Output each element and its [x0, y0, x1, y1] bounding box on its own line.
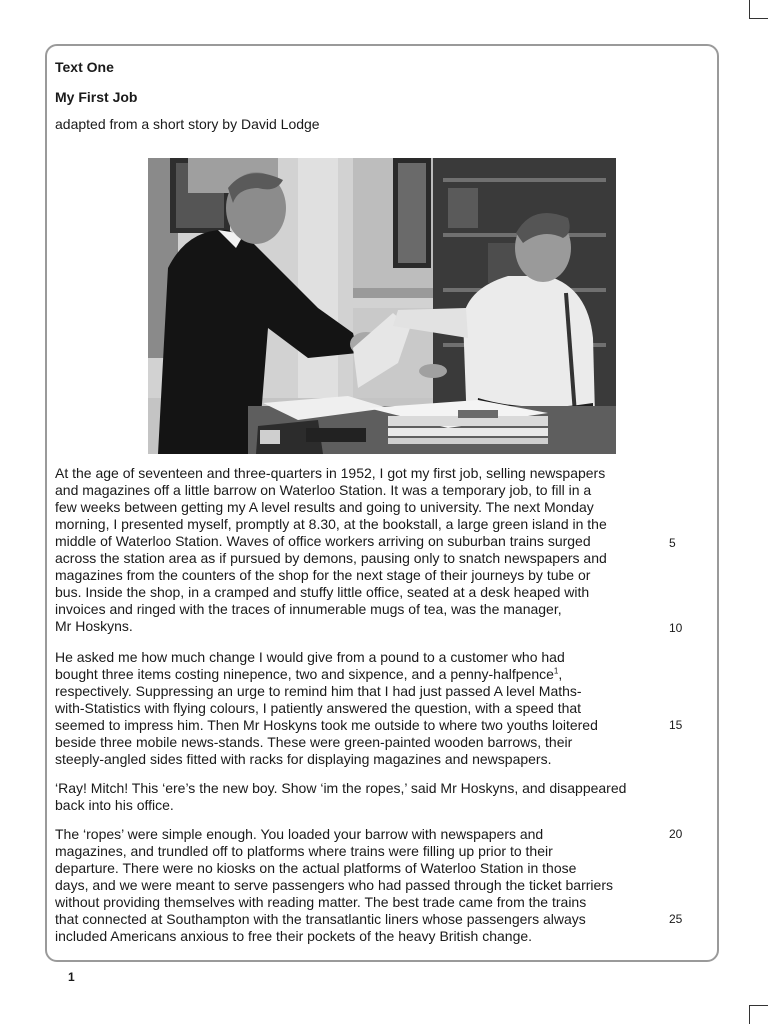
- text-line: departure. There were no kiosks on the actual platforms of Waterloo Station in those: [55, 860, 577, 876]
- paragraph-3: [55, 780, 645, 814]
- footnote-marker: 1: [553, 666, 559, 676]
- text-line: He asked me how much change I would give from a pound to a customer who had: [55, 649, 565, 665]
- text-line: bought three items costing ninepence, two and sixpence, and a penny-halfpence: [55, 666, 554, 682]
- text-line: across the station area as if pursued by demons, pausing only to snatch newspapers and: [55, 550, 607, 566]
- story-title: My First Job: [55, 89, 138, 105]
- text-line: At the age of seventeen and three-quarters in 1952, I got my first job, selling newspapers: [55, 465, 606, 481]
- text-label: Text One: [55, 59, 114, 75]
- crop-mark-bottom-right-v: [749, 1005, 750, 1024]
- text-line: days, and we were meant to serve passengers who had passed through the ticket barriers: [55, 877, 613, 893]
- text-line: seemed to impress him. Then Mr Hoskyns took me outside to where two youths loitered: [55, 717, 598, 733]
- text-line: few weeks between getting my A level results and going to university. The next Monday: [55, 499, 594, 515]
- crop-mark-top-right-h: [749, 18, 768, 19]
- text-line: without providing themselves with reading matter. The best trade came from the trains: [55, 894, 587, 910]
- line-number: 10: [669, 621, 683, 635]
- line-number: 15: [669, 718, 683, 732]
- crop-mark-top-right-v: [749, 0, 750, 18]
- text-line: included Americans anxious to free their pockets of the heavy British change.: [55, 928, 533, 944]
- paragraph-1: [55, 465, 645, 635]
- text-line-with-footnote: [55, 666, 645, 683]
- line-number: 20: [669, 827, 683, 841]
- text-line: morning, I presented myself, promptly at 8.30, at the bookstall, a large green island in the: [55, 516, 607, 532]
- footnote-suffix: ,: [558, 666, 563, 682]
- text-line: beside three mobile news-stands. These were green-painted wooden barrows, their: [55, 734, 573, 750]
- text-line: ‘Ray! Mitch! This ‘ere’s the new boy. Show ‘im the ropes,’ said Mr Hoskyns, and disappeared: [55, 780, 627, 796]
- paragraph-4: [55, 826, 645, 945]
- text-line: magazines from the counters of the shop for the next stage of their journeys by tube or: [55, 567, 591, 583]
- text-line: respectively. Suppressing an urge to remind him that I had just passed A level Maths-: [55, 683, 582, 699]
- text-line: back into his office.: [55, 797, 174, 813]
- text-line: Mr Hoskyns.: [55, 618, 133, 634]
- text-line: middle of Waterloo Station. Waves of office workers arriving on suburban trains surged: [55, 533, 591, 549]
- page-number: 1: [68, 970, 75, 984]
- crop-mark-bottom-right-h: [749, 1005, 768, 1006]
- text-line: magazines, and trundled off to platforms where trains were filling up prior to their: [55, 843, 553, 859]
- line-number: 5: [669, 536, 676, 550]
- text-line: invoices and ringed with the traces of innumerable mugs of tea, was the manager,: [55, 601, 562, 617]
- text-line: with-Statistics with flying colours, I patiently answered the question, with a speed that: [55, 700, 582, 716]
- text-line: The ‘ropes’ were simple enough. You loaded your barrow with newspapers and: [55, 826, 544, 842]
- paragraph-2: [55, 649, 645, 768]
- newspaper-seller-photo: [148, 158, 616, 454]
- text-line: that connected at Southampton with the transatlantic liners whose passengers always: [55, 911, 586, 927]
- line-number: 25: [669, 912, 683, 926]
- attribution: adapted from a short story by David Lodge: [55, 116, 320, 132]
- text-line: and magazines off a little barrow on Waterloo Station. It was a temporary job, to fill in a: [55, 482, 592, 498]
- text-line: steeply-angled sides fitted with racks for displaying magazines and newspapers.: [55, 751, 552, 767]
- text-line: bus. Inside the shop, in a cramped and stuffy little office, seated at a desk heaped with: [55, 584, 590, 600]
